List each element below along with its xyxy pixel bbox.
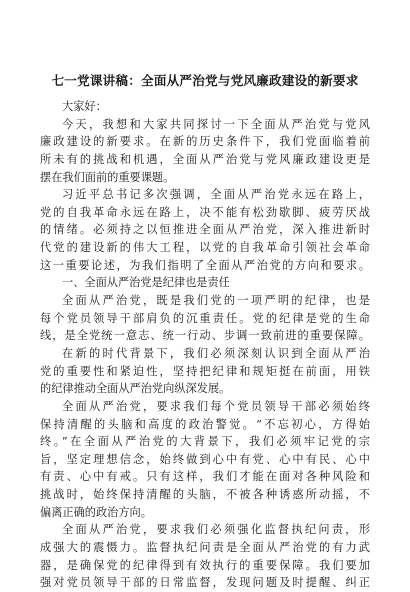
text-line: 每个党员领导干部肩负的沉重责任。党的纪律是党的生命 <box>40 311 370 325</box>
text-line: 代党的建设新的伟大工程，以党的自我革命引领社会革命 <box>40 241 370 255</box>
text-line: 一、全面从严治党是纪律也是责任 <box>62 276 230 290</box>
text-line: 廉政建设的新要求。在新的历史条件下，我们党面临着前 <box>40 135 370 149</box>
text-line: 在新的时代背景下，我们必须深刻认识到全面从严治 <box>62 346 370 360</box>
document-title: 七一党课讲稿：全面从严治党与党风廉政建设的新要求 <box>51 73 359 88</box>
text-line: 偏离正确的政治方向。 <box>40 505 152 519</box>
text-line: 保持清醒的头脑和高度的政治警觉。“不忘初心，方得始 <box>40 417 370 431</box>
text-line: 全面从严治党，既是我们党的一项严明的纪律，也是 <box>62 294 370 308</box>
text-line: 全面从严治党，要求我们每个党员领导干部必须始终 <box>62 399 370 413</box>
text-line: 有责、心中有戒。只有这样，我们才能在面对各种风险和 <box>40 470 370 484</box>
text-line: 党的自我革命永远在路上，决不能有松劲歇脚、疲劳厌战 <box>40 205 370 219</box>
text-line: 终。”在全面从严治党的大背景下，我们必须牢记党的宗 <box>40 435 370 449</box>
text-line: 的情绪。必须持之以恒推进全面从严治党，深入推进新时 <box>40 223 370 237</box>
text-line: 线，是全党统一意志、统一行动、步调一致前进的重要保障。 <box>40 329 370 343</box>
text-line: 的纪律推动全面从严治党向纵深发展。 <box>40 382 231 396</box>
text-line: 所未有的挑战和机遇，全面从严治党与党风廉政建设更是 <box>40 152 370 166</box>
text-line: 党的重要性和紧迫性，坚持把纪律和规矩挺在前面，用铁 <box>40 364 370 378</box>
text-line: 摆在我们面前的重要课题。 <box>40 170 175 184</box>
text-line: 习近平总书记多次强调，全面从严治党永远在路上， <box>62 188 370 202</box>
text-line: 今天，我想和大家共同探讨一下全面从严治党与党风 <box>62 117 370 131</box>
text-line: 器，是确保党的纪律得到有效执行的重要保障。我们要加 <box>40 558 370 572</box>
text-line: 全面从严治党，要求我们必须强化监督执纪问责，形 <box>62 523 370 537</box>
text-line: 大家好： <box>62 100 107 113</box>
text-line: 挑战时，始终保持清醒的头脑，不被各种诱惑所动摇，不 <box>40 488 370 502</box>
document-body <box>40 98 370 592</box>
text-line: 成强大的震慑力。监督执纪问责是全面从严治党的有力武 <box>40 541 370 555</box>
text-line: 强对党员领导干部的日常监督，发现问题及时提醒、纠正 <box>40 576 370 590</box>
text-line: 这一重要论述，为我们指明了全面从严治党的方向和要求。 <box>40 258 370 272</box>
text-line: 旨，坚定理想信念，始终做到心中有党、心中有民、心中 <box>40 452 370 466</box>
